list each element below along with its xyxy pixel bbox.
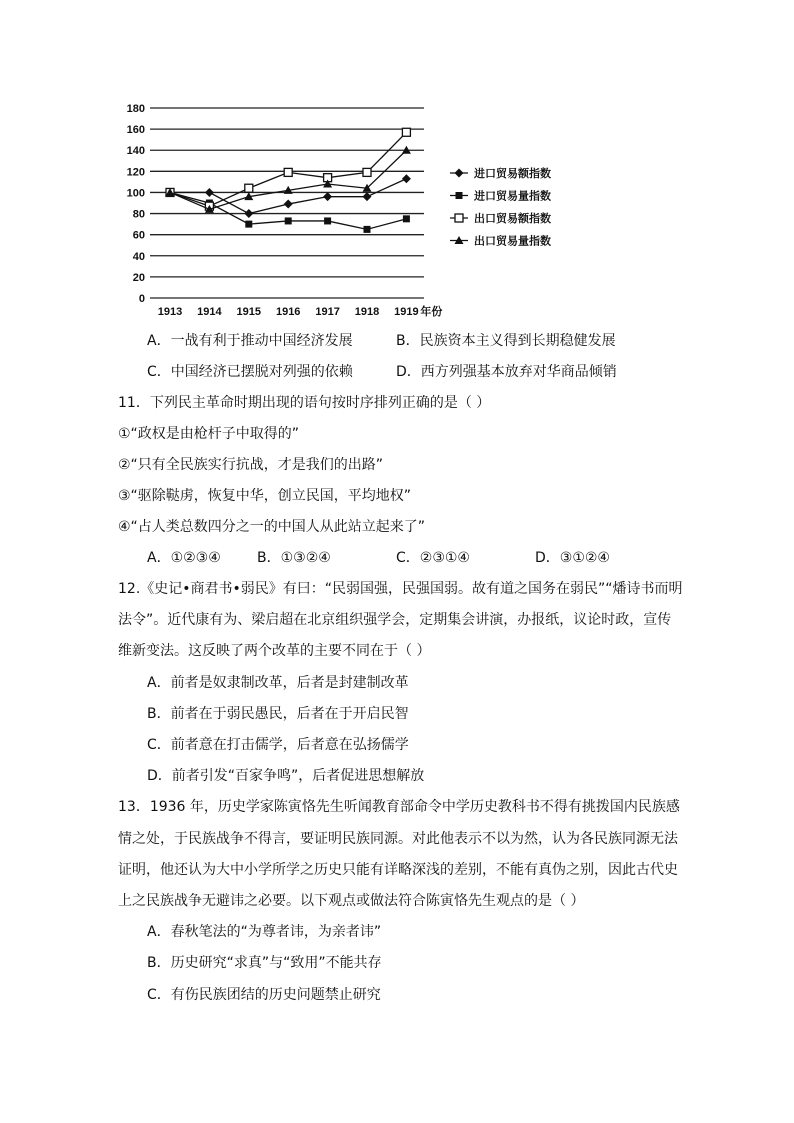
- x-tick-label: 1918: [354, 306, 380, 318]
- legend-entry-3: [450, 211, 551, 225]
- y-axis-ticks: [127, 103, 145, 305]
- q12-option-b: B．前者在于弱民愚民，后者在于开启民智: [147, 706, 409, 722]
- q11-item-2: ②“只有全民族实行抗战，才是我们的出路”: [118, 457, 384, 473]
- legend-label: 出口贸易量指数: [474, 234, 551, 248]
- x-tick-label: 1915: [236, 306, 262, 318]
- data-point: [245, 221, 252, 228]
- y-tick-label: 20: [132, 271, 145, 284]
- q10-option-b: B．民族资本主义得到长期稳健发展: [396, 333, 616, 349]
- q13-option-b: B．历史研究“求真”与“致用”不能共存: [147, 955, 382, 971]
- y-tick-label: 40: [132, 250, 145, 263]
- legend-entry-1: [450, 166, 551, 180]
- y-tick-label: 0: [138, 293, 145, 305]
- data-point: [245, 184, 253, 192]
- q13-stem-line-1: 13．1936 年，历史学家陈寅恪先生听闻教育部命令中学历史教科书不得有挑拨国内民族感: [118, 799, 680, 815]
- data-point: [323, 192, 332, 201]
- y-tick-label: 60: [132, 229, 145, 242]
- chart-legend: [450, 166, 551, 248]
- x-axis-unit-label: 年份: [420, 305, 443, 318]
- x-tick-label: 1914: [197, 306, 222, 318]
- data-point: [403, 215, 410, 222]
- q12-option-a: A．前者是奴隶制改革，后者是封建制改革: [147, 675, 409, 691]
- q10-option-c: C．中国经济已摆脱对列强的依赖: [147, 364, 353, 380]
- legend-label: 出口贸易额指数: [474, 212, 551, 225]
- data-point: [363, 192, 372, 201]
- trade-index-line-chart: [118, 96, 598, 318]
- y-tick-label: 160: [126, 124, 145, 137]
- data-point: [402, 128, 410, 136]
- legend-swatch-marker: [455, 214, 463, 222]
- data-point: [363, 168, 371, 176]
- x-tick-label: 1913: [157, 306, 183, 318]
- legend-swatch-marker: [456, 192, 463, 199]
- q13-stem-line-2: 情之处，于民族战争不得言，要证明民族同源。对此他表示不以为然，认为各民族同源无法: [118, 831, 678, 847]
- data-point: [285, 217, 292, 224]
- q12-stem-line-2: 法令”。近代康有为、梁启超在北京组织强学会，定期集会讲演，办报纸，议论时政，宣传: [118, 612, 672, 628]
- x-axis-ticks: [158, 304, 443, 318]
- legend-entry-4: [450, 234, 551, 248]
- legend-entry-2: [450, 189, 551, 203]
- data-point: [284, 168, 292, 176]
- y-tick-label: 140: [126, 145, 145, 158]
- legend-label: 进口贸易额指数: [474, 167, 551, 180]
- q12-stem-line-3: 维新变法。这反映了两个改革的主要不同在于（ ）: [118, 643, 431, 659]
- q10-option-a: A．一战有利于推动中国经济发展: [147, 333, 353, 349]
- q11-option-b: B．①③②④: [257, 550, 331, 566]
- legend-label: 进口贸易量指数: [474, 189, 551, 203]
- x-tick-label: 1916: [275, 306, 301, 318]
- q10-option-d: D．西方列强基本放弃对华商品倾销: [396, 364, 617, 380]
- q11-item-4: ④“占人类总数四分之一的中国人从此站立起来了”: [118, 519, 426, 535]
- q12-stem-line-1: 12.《史记•商君书•弱民》有曰：“民弱国强，民强国弱。故有道之国务在弱民”“燔诗书而明: [118, 581, 683, 597]
- legend-swatch-marker: [455, 169, 464, 178]
- q12-option-c: C．前者意在打击儒学，后者意在弘扬儒学: [147, 737, 409, 753]
- data-point: [244, 209, 253, 218]
- q13-stem-line-4: 上之民族战争无避讳之必要。以下观点或做法符合陈寅恪先生观点的是（ ）: [118, 893, 585, 909]
- data-point: [205, 188, 214, 197]
- q12-option-d: D．前者引发“百家争鸣”，后者促进思想解放: [147, 768, 425, 784]
- y-tick-label: 120: [126, 166, 145, 179]
- x-tick-label: 1919: [394, 306, 419, 318]
- y-tick-label: 100: [126, 187, 145, 200]
- q11-option-a: A．①②③④: [147, 550, 221, 566]
- q13-option-a: A．春秋笔法的“为尊者讳，为亲者讳”: [147, 924, 382, 940]
- q11-option-c: C．②③①④: [396, 550, 470, 566]
- data-point: [364, 226, 371, 233]
- series-2: [167, 189, 410, 233]
- q13-stem-line-3: 证明，他还认为大中小学所学之历史只能有详略深浅的差别，不能有真伪之别，因此古代史: [118, 862, 678, 878]
- q13-option-c: C．有伤民族团结的历史问题禁止研究: [147, 987, 381, 1003]
- q11-item-3: ③“驱除鞑虏，恢复中华，创立民国，平均地权”: [118, 488, 412, 504]
- q11-stem: 11．下列民主革命时期出现的语句按时序排列正确的是（ ）: [118, 395, 491, 411]
- data-point: [324, 217, 331, 224]
- data-point: [284, 200, 293, 209]
- y-tick-label: 180: [126, 103, 145, 115]
- x-tick-label: 1917: [315, 306, 340, 318]
- y-tick-label: 80: [132, 208, 145, 221]
- q11-item-1: ①“政权是由枪杆子中取得的”: [118, 426, 300, 442]
- q11-option-d: D．③①②④: [535, 550, 610, 566]
- chart-series: [166, 128, 411, 233]
- series-3: [166, 128, 410, 210]
- data-point: [402, 174, 411, 183]
